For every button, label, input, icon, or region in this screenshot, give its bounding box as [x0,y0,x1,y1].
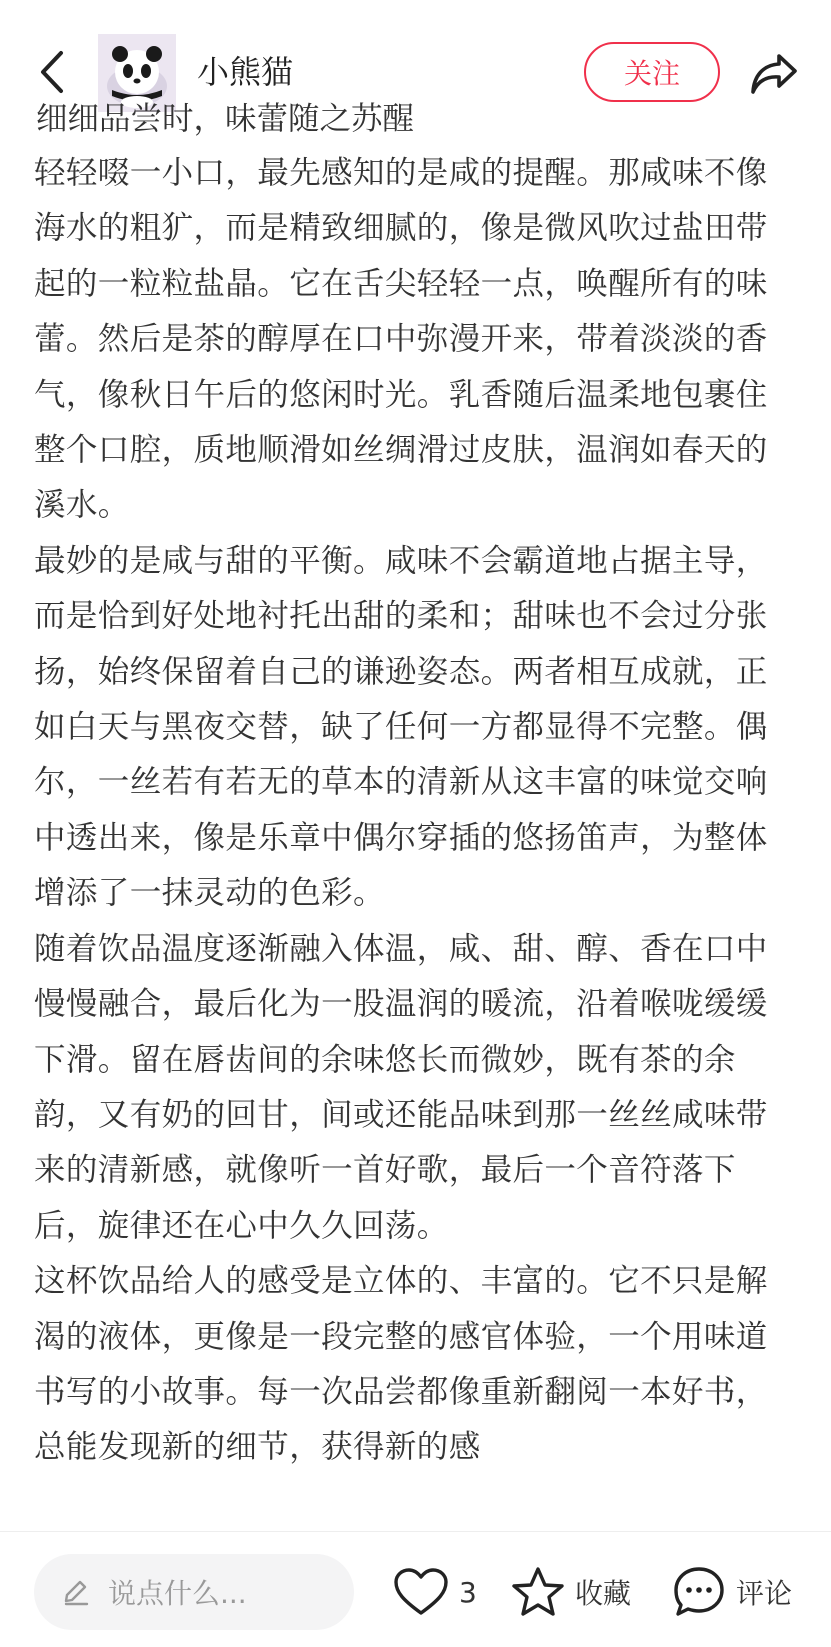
post-paragraph: 随着饮品温度逐渐融入体温，咸、甜、醇、香在口中慢慢融合，最后化为一股温润的暖流，沿着喉咙缓缓下滑。留在唇齿间的余味悠长而微妙，既有茶的余韵，又有奶的回甘，间或还能品味到那一丝丝咸味带来的清新感，就像听一首好歌，最后一个音符落下后，旋律还在心中久久回荡。 [34,930,768,1244]
author-name[interactable]: 小熊猫 [197,53,294,91]
favorite-button[interactable] [511,1562,631,1622]
back-button[interactable] [30,46,74,98]
pencil-icon [60,1576,92,1608]
comment-input[interactable] [34,1554,354,1630]
clipped-previous-line [36,101,456,140]
post-paragraph: 轻轻啜一小口，最先感知的是咸的提醒。那咸味不像海水的粗犷，而是精致细腻的，像是微风吹过盐田带起的一粒粒盐晶。它在舌尖轻轻一点，唤醒所有的味蕾。然后是茶的醇厚在口中弥漫开来，带着淡淡的香气，像秋日午后的悠闲时光。乳香随后温柔地包裹住整个口腔，质地顺滑如丝绸滑过皮肤，温润如春天的溪水。 [34,155,768,524]
comment-label: 评论 [736,1577,793,1610]
like-count: 3 [459,1575,477,1609]
favorite-label: 收藏 [575,1577,632,1610]
post-paragraph: 最妙的是咸与甜的平衡。咸味不会霸道地占据主导，而是恰到好处地衬托出甜的柔和；甜味也不会过分张扬，始终保留着自己的谦逊姿态。两者相互成就，正如白天与黑夜交替，缺了任何一方都显得不完整。偶尔，一丝若有若无的草本的清新从这丰富的味觉交响中透出来，像是乐章中偶尔穿插的悠扬笛声，为整体增添了一抹灵动的色彩。 [34,542,768,912]
comment-bubble-icon [672,1565,726,1619]
star-icon [511,1566,565,1618]
bottom-action-bar [0,1531,831,1647]
comment-placeholder: 说点什么... [108,1577,247,1610]
clipped-line-text: 细细品尝时，味蕾随之苏醒 [36,101,415,137]
comment-button[interactable] [672,1562,792,1622]
post-paragraph: 这杯饮品给人的感受是立体的、丰富的。它不只是解渴的液体，更像是一段完整的感官体验，一个用味道书写的小故事。每一次品尝都像重新翻阅一本好书，总能发现新的细节，获得新的感 [34,1263,768,1466]
share-button[interactable] [746,46,802,102]
share-icon [749,52,799,96]
back-arrow-icon [37,49,67,95]
post-body [34,146,776,1526]
top-navigation-bar [0,0,831,140]
follow-button[interactable]: 关注 [584,42,720,102]
heart-icon [393,1567,449,1617]
like-button[interactable] [393,1562,477,1622]
